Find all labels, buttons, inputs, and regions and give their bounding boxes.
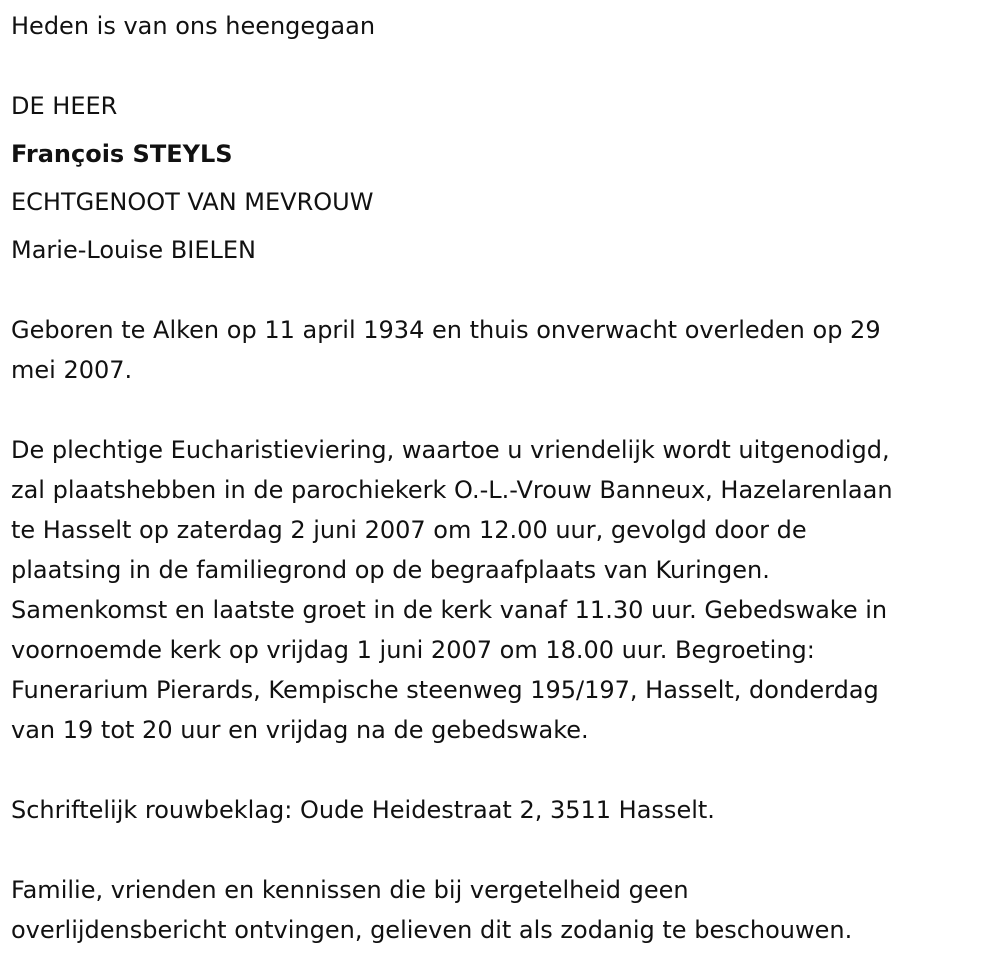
spouse-name: Marie-Louise BIELEN <box>11 236 256 264</box>
condolence-paragraph <box>11 790 991 830</box>
paragraph-line: voornoemde kerk op vrijdag 1 juni 2007 om 18.00 uur. Begroeting: <box>11 636 815 664</box>
name-section <box>11 86 991 278</box>
paragraph-line: De plechtige Eucharistieviering, waartoe u vriendelijk wordt uitgenodigd, <box>11 436 890 464</box>
paragraph-line: overlijdensbericht ontvingen, gelieven dit als zodanig te beschouwen. <box>11 916 853 944</box>
paragraph-line: plaatsing in de familiegrond op de begraafplaats van Kuringen. <box>11 556 770 584</box>
ceremony-paragraph <box>11 430 991 750</box>
paragraph-line: Geboren te Alken op 11 april 1934 en thuis onverwacht overleden op 29 <box>11 316 881 344</box>
spouse-title: ECHTGENOOT VAN MEVROUW <box>11 188 374 216</box>
birth-death-paragraph <box>11 310 991 390</box>
paragraph-line: Funerarium Pierards, Kempische steenweg 195/197, Hasselt, donderdag <box>11 676 879 704</box>
salutation: DE HEER <box>11 92 118 120</box>
condolence-address: Schriftelijk rouwbeklag: Oude Heidestraat 2, 3511 Hasselt. <box>11 796 715 824</box>
closing-paragraph <box>11 870 991 950</box>
intro-text: Heden is van ons heengegaan <box>11 12 376 40</box>
paragraph-line: Familie, vrienden en kennissen die bij vergetelheid geen <box>11 876 689 904</box>
deceased-name: François STEYLS <box>11 140 233 168</box>
paragraph-line: te Hasselt op zaterdag 2 juni 2007 om 12.00 uur, gevolgd door de <box>11 516 807 544</box>
paragraph-line: van 19 tot 20 uur en vrijdag na de gebedswake. <box>11 716 589 744</box>
paragraph-line: zal plaatshebben in de parochiekerk O.-L.-Vrouw Banneux, Hazelarenlaan <box>11 476 893 504</box>
intro-section <box>11 6 991 46</box>
paragraph-line: Samenkomst en laatste groet in de kerk vanaf 11.30 uur. Gebedswake in <box>11 596 888 624</box>
paragraph-line: mei 2007. <box>11 356 133 384</box>
